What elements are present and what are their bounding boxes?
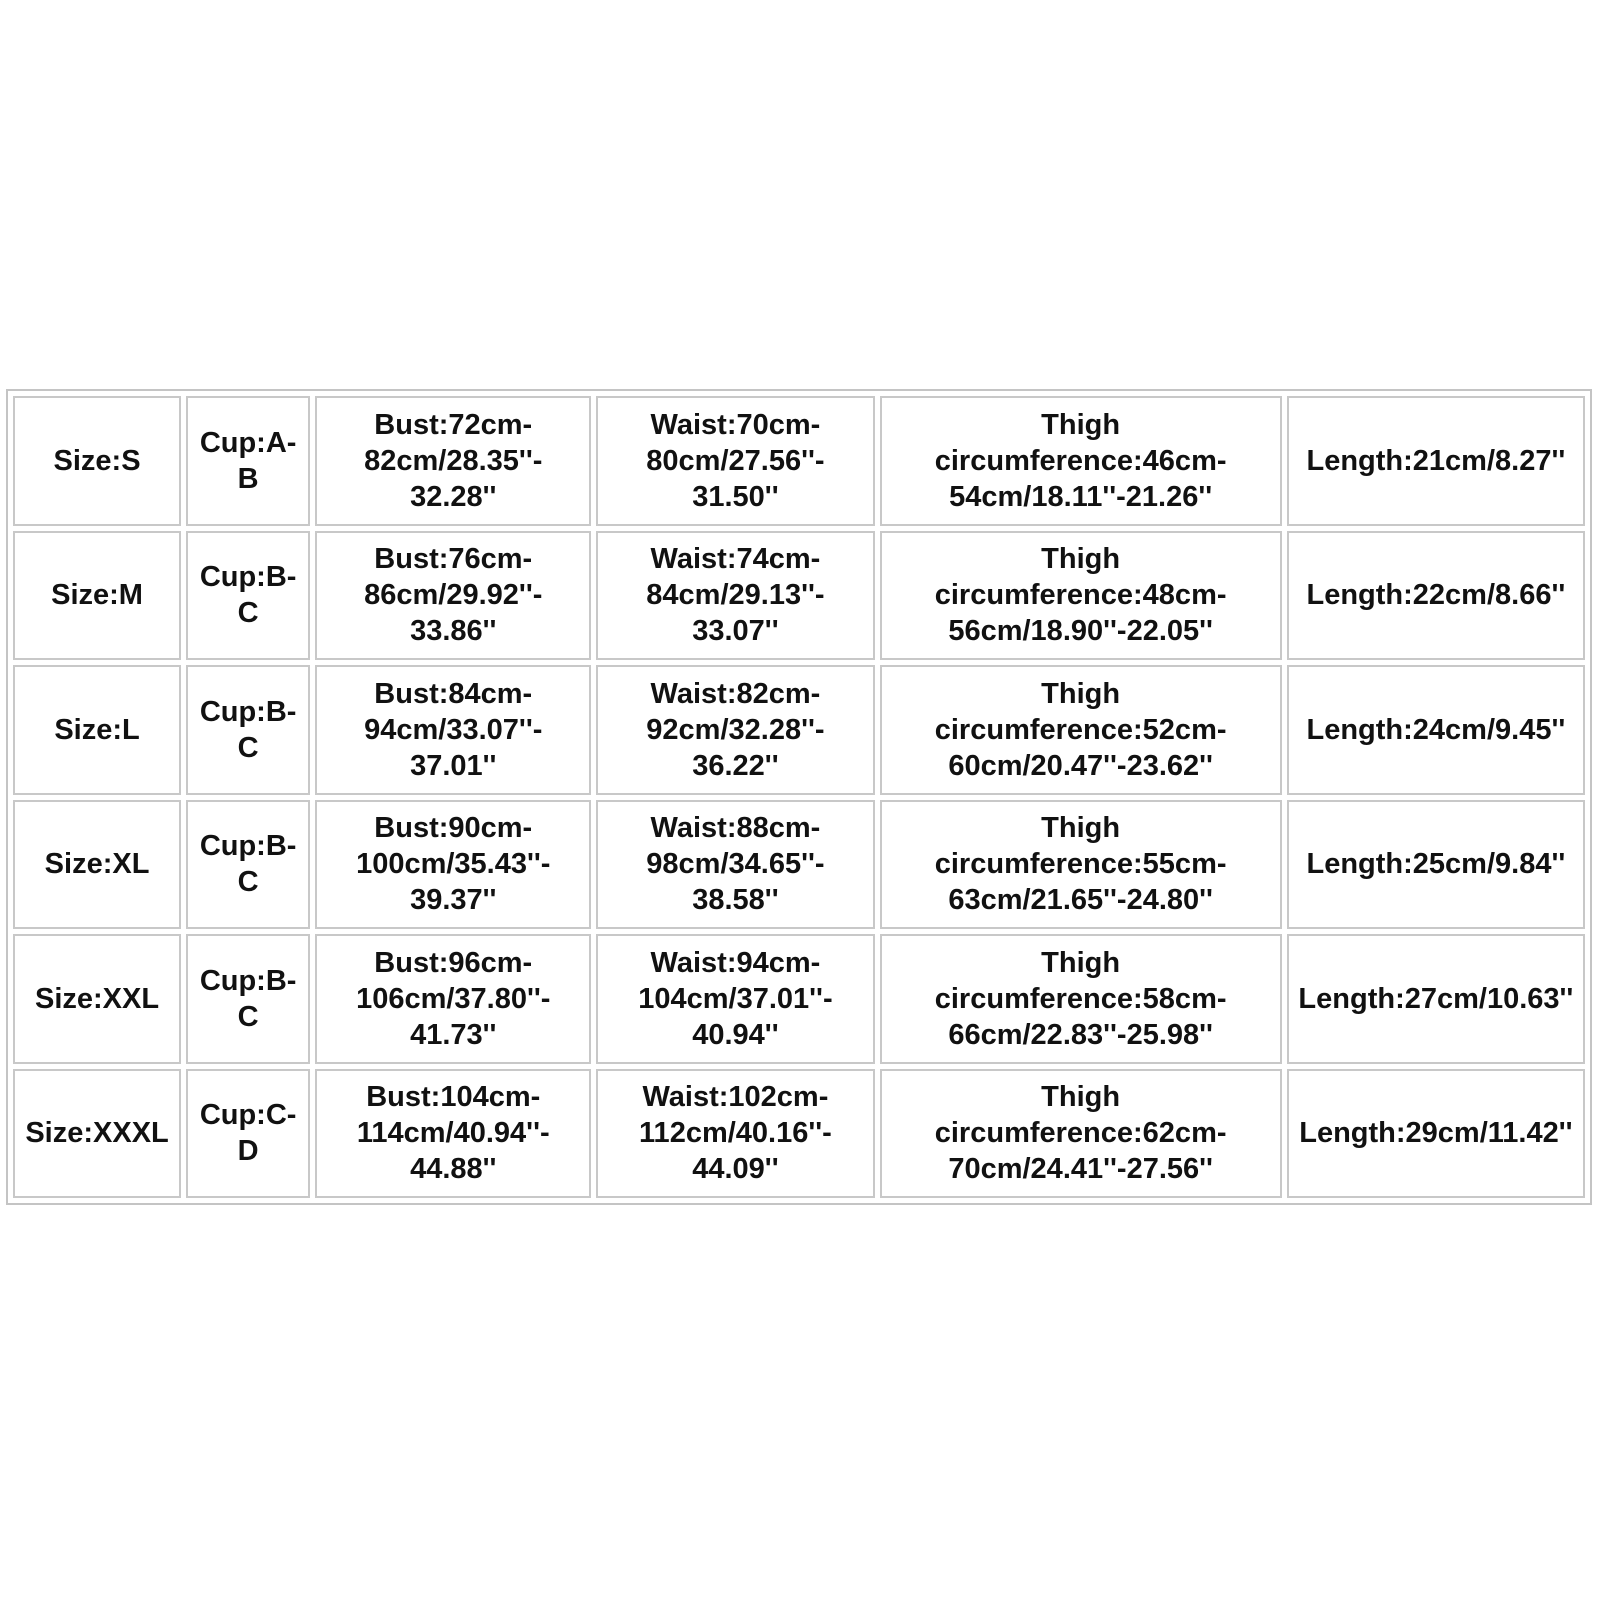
size-chart — [6, 389, 1592, 1205]
thigh-cell: Thigh circumference:46cm- 54cm/18.11''-21.26'' — [880, 396, 1282, 526]
cup-cell: Cup:B- C — [186, 934, 310, 1064]
waist-cell: Waist:74cm- 84cm/29.13''- 33.07'' — [596, 531, 874, 661]
cup-cell: Cup:B- C — [186, 531, 310, 661]
size-cell: Size:XXXL — [13, 1069, 181, 1199]
waist-cell: Waist:88cm- 98cm/34.65''- 38.58'' — [596, 800, 874, 930]
cup-cell: Cup:A- B — [186, 396, 310, 526]
size-cell: Size:S — [13, 396, 181, 526]
bust-cell: Bust:90cm- 100cm/35.43''- 39.37'' — [315, 800, 591, 930]
thigh-cell: Thigh circumference:62cm- 70cm/24.41''-27.56'' — [880, 1069, 1282, 1199]
length-cell: Length:25cm/9.84'' — [1287, 800, 1585, 930]
size-table — [8, 391, 1590, 1203]
length-cell: Length:21cm/8.27'' — [1287, 396, 1585, 526]
bust-cell: Bust:96cm- 106cm/37.80''- 41.73'' — [315, 934, 591, 1064]
bust-cell: Bust:72cm- 82cm/28.35''- 32.28'' — [315, 396, 591, 526]
size-cell: Size:L — [13, 665, 181, 795]
table-row — [13, 800, 1585, 930]
length-cell: Length:24cm/9.45'' — [1287, 665, 1585, 795]
table-row — [13, 665, 1585, 795]
waist-cell: Waist:102cm- 112cm/40.16''- 44.09'' — [596, 1069, 874, 1199]
table-row — [13, 531, 1585, 661]
cup-cell: Cup:C- D — [186, 1069, 310, 1199]
size-cell: Size:XL — [13, 800, 181, 930]
cup-cell: Cup:B- C — [186, 665, 310, 795]
table-row — [13, 396, 1585, 526]
thigh-cell: Thigh circumference:52cm- 60cm/20.47''-23.62'' — [880, 665, 1282, 795]
size-cell: Size:M — [13, 531, 181, 661]
cup-cell: Cup:B- C — [186, 800, 310, 930]
thigh-cell: Thigh circumference:58cm- 66cm/22.83''-25.98'' — [880, 934, 1282, 1064]
length-cell: Length:27cm/10.63'' — [1287, 934, 1585, 1064]
bust-cell: Bust:84cm- 94cm/33.07''- 37.01'' — [315, 665, 591, 795]
length-cell: Length:22cm/8.66'' — [1287, 531, 1585, 661]
table-row — [13, 1069, 1585, 1199]
table-row — [13, 934, 1585, 1064]
thigh-cell: Thigh circumference:48cm- 56cm/18.90''-22.05'' — [880, 531, 1282, 661]
bust-cell: Bust:76cm- 86cm/29.92''- 33.86'' — [315, 531, 591, 661]
size-cell: Size:XXL — [13, 934, 181, 1064]
length-cell: Length:29cm/11.42'' — [1287, 1069, 1585, 1199]
waist-cell: Waist:70cm- 80cm/27.56''- 31.50'' — [596, 396, 874, 526]
waist-cell: Waist:94cm- 104cm/37.01''- 40.94'' — [596, 934, 874, 1064]
waist-cell: Waist:82cm- 92cm/32.28''- 36.22'' — [596, 665, 874, 795]
bust-cell: Bust:104cm- 114cm/40.94''- 44.88'' — [315, 1069, 591, 1199]
thigh-cell: Thigh circumference:55cm- 63cm/21.65''-24.80'' — [880, 800, 1282, 930]
